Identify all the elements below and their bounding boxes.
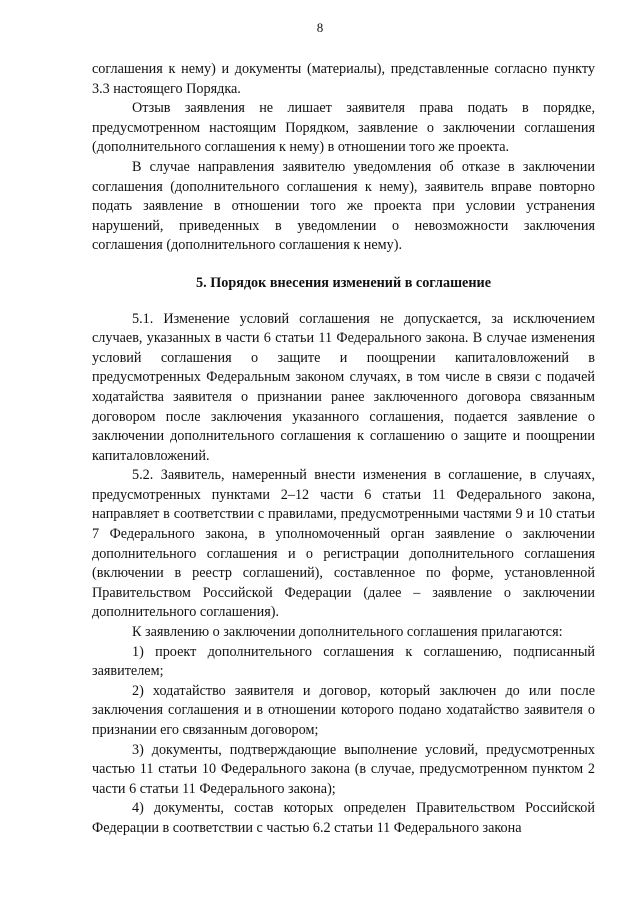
page-number: 8: [316, 20, 324, 35]
paragraph-5-1: 5.1. Изменение условий соглашения не допускается, за исключением случаев, указанных в части 6 статьи 11 Федерального закона. В случае изменения условий соглашения о защите и поощрении капиталовложений в предусмотренных Федеральным законом случаях, в том числе в связи с подачей ходатайства заявителя о признании ранее заключенного договора связанным договором после заключения указанного соглашения, подается заявление о заключении дополнительного соглашения к соглашению о защите и поощрении капиталовложений.: [92, 310, 595, 464]
paragraph-continuation: соглашения к нему) и документы (материалы), представленные согласно пункту 3.3 настоящего Порядка.: [92, 61, 595, 97]
paragraph-withdrawal: Отзыв заявления не лишает заявителя права подать в порядке, предусмотренном настоящим Порядком, заявление о заключении соглашения (дополнительного соглашения к нему) в отношении того же проекта.: [92, 100, 595, 156]
list-item-3: 3) документы, подтверждающие выполнение условий, предусмотренных частью 11 статьи 10 Федерального закона (в случае, предусмотренном пунктом 2 части 6 статьи 11 Федерального закона);: [92, 741, 595, 797]
paragraph-5-2: 5.2. Заявитель, намеренный внести изменения в соглашение, в случаях, предусмотренных пунктами 2–12 части 6 статьи 11 Федерального закона, направляет в соответствии с правилами, предусмотренными частями 9 и 10 статьи 7 Федерального закона, в уполномоченный орган заявление о заключении дополнительного соглашения и о регистрации дополнительного соглашения (включении в реестр соглашений), составленное по форме, установленной Правительством Российской Федерации (далее – заявление о заключении дополнительного соглашения).: [92, 467, 595, 621]
list-item-2: 2) ходатайство заявителя и договор, который заключен до или после заключения соглашения и в отношении которого подано ходатайство заявителя о признании его связанным договором;: [92, 682, 595, 738]
paragraph-attachments-intro: К заявлению о заключении дополнительного соглашения прилагаются:: [132, 624, 563, 641]
section-heading: 5. Порядок внесения изменений в соглашение: [196, 274, 491, 291]
list-item-1: 1) проект дополнительного соглашения к соглашению, подписанный заявителем;: [92, 643, 595, 680]
paragraph-refusal: В случае направления заявителю уведомления об отказе в заключении соглашения (дополнительного соглашения к нему), заявитель вправе повторно подать заявление в отношении того же проекта при условии устранения нарушений, приведенных в уведомлении о невозможности заключения соглашения (дополнительного соглашения к нему).: [92, 158, 595, 254]
document-body: [92, 60, 595, 839]
list-item-4: 4) документы, состав которых определен Правительством Российской Федерации в соответствии с частью 6.2 статьи 11 Федерального закона: [92, 800, 595, 836]
